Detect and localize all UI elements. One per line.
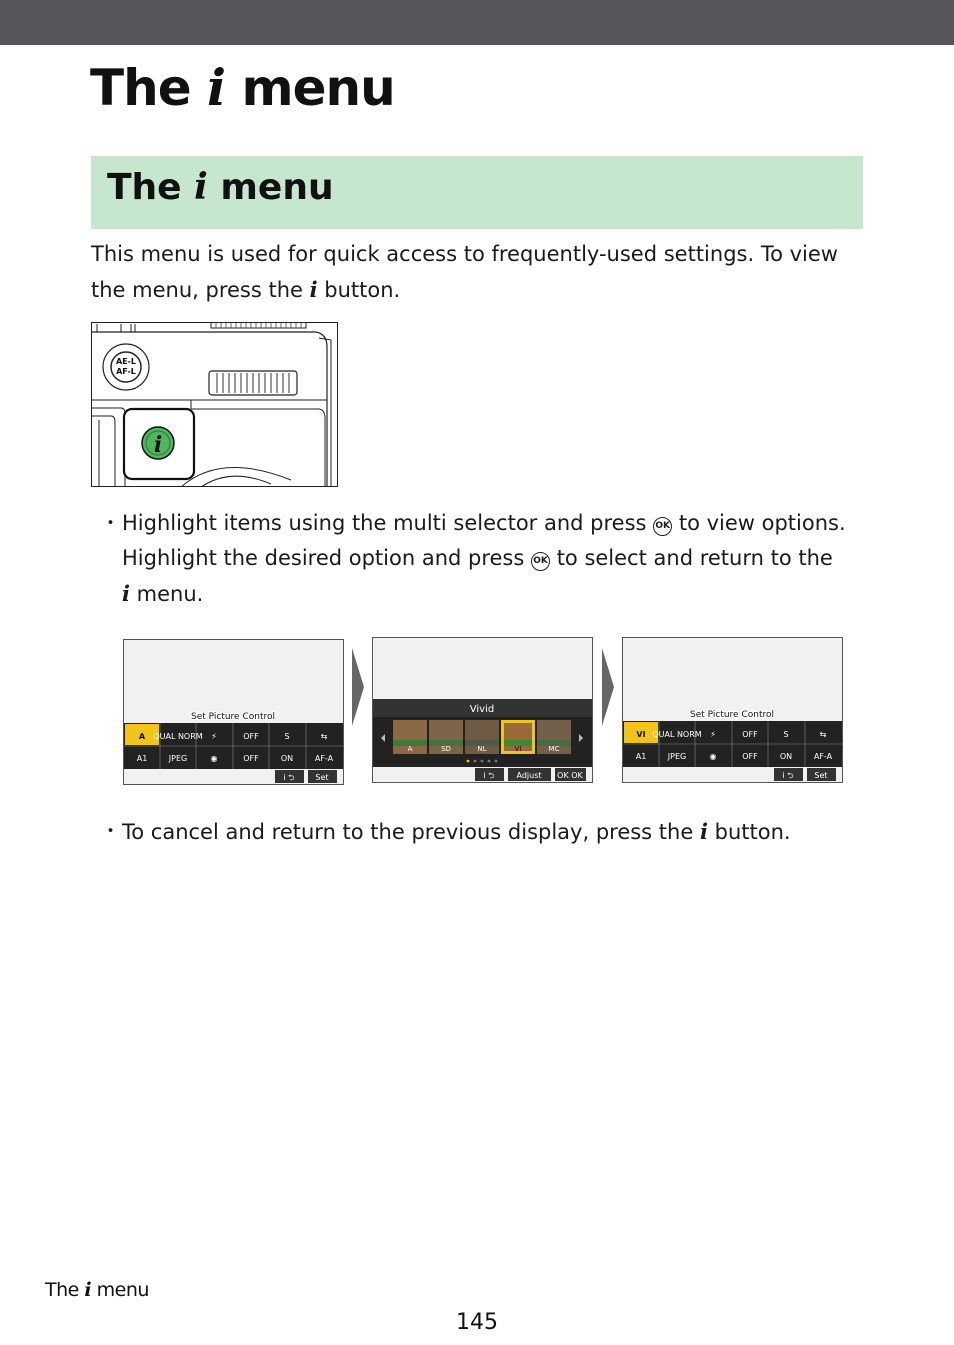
bullet-dot: ・ (100, 819, 121, 843)
intro-paragraph: This menu is used for quick access to frequently-used settings. To view the menu, press the i button. (91, 242, 838, 302)
menu-cell: AF-A (314, 754, 334, 763)
menu-cell: VI (636, 730, 646, 739)
page-title: The i menu (90, 58, 395, 117)
page-number: 145 (456, 1310, 498, 1335)
footer-back: i ⮌ (483, 771, 495, 780)
menu-cell: ⚡ (710, 730, 716, 739)
menu-cell: ON (280, 754, 294, 763)
bullet-text: Highlight items using the multi selector and press OK to view options. Highlight the desired option and press OK to select and return to the i menu. (122, 511, 846, 606)
screen-title: Vivid (469, 704, 495, 715)
menu-cell: ◉ (210, 754, 218, 763)
i-button-icon: i (699, 819, 708, 844)
arrow-1 (350, 648, 366, 730)
bullet-item-highlight (100, 506, 870, 616)
thumb-label: A (407, 745, 413, 753)
screen-3-i-menu-updated (622, 637, 843, 783)
thumb-label: MC (548, 745, 560, 753)
menu-cell: ⇆ (819, 730, 827, 739)
menu-cell: OFF (243, 754, 259, 763)
bullet-dot: ・ (100, 511, 121, 535)
i-menu-icon: i (194, 166, 208, 208)
screen-2-picture-control (372, 637, 593, 783)
menu-cell: ⇆ (320, 732, 328, 741)
footer-back: i ⮌ (782, 771, 794, 780)
footer-set: Set (315, 773, 329, 782)
menu-cell: QUAL NORM (153, 732, 203, 741)
menu-cell: ◉ (709, 752, 717, 761)
footer-adjust: Adjust (516, 771, 542, 780)
ae-l-label: AE-L (115, 357, 137, 366)
screen-header: Set Picture Control (191, 712, 275, 722)
ok-button-icon: OK (653, 517, 672, 536)
footer-set: Set (814, 771, 828, 780)
section-title: The i menu (107, 166, 334, 208)
menu-cell: A1 (136, 754, 148, 763)
menu-cell: OFF (742, 752, 758, 761)
menu-cell: A (138, 732, 146, 741)
bullet-text: To cancel and return to the previous display, press the i button. (122, 819, 791, 844)
menu-cell: AF-A (813, 752, 833, 761)
section-header-band (91, 156, 863, 229)
thumb-label: NL (477, 745, 487, 753)
i-button-icon: i (309, 277, 318, 302)
ok-button-icon: OK (531, 552, 550, 571)
top-bar (0, 0, 954, 45)
menu-cell: S (783, 730, 789, 739)
arrow-2 (600, 648, 616, 730)
footer-ok: OK OK (557, 771, 583, 780)
menu-cell: A1 (635, 752, 647, 761)
menu-cell: JPEG (667, 752, 687, 761)
footer-section-link[interactable]: The i menu (45, 1279, 149, 1301)
af-l-label: AF-L (116, 367, 136, 376)
menu-cell: OFF (243, 732, 259, 741)
menu-cell: ⚡ (211, 732, 217, 741)
menu-cell: QUAL NORM (652, 730, 702, 739)
thumb-label: SD (441, 745, 451, 753)
camera-i-button-illustration (91, 322, 338, 487)
i-button-icon: i (122, 581, 130, 606)
menu-cell: S (284, 732, 290, 741)
i-menu-icon: i (84, 1279, 92, 1301)
i-button-icon: i (153, 432, 163, 458)
i-menu-icon: i (207, 58, 226, 117)
thumb-label: VI (514, 745, 522, 753)
screen-header: Set Picture Control (690, 710, 774, 720)
menu-cell: JPEG (168, 754, 188, 763)
screen-1-i-menu (123, 639, 344, 785)
bullet-item-cancel (100, 814, 870, 854)
menu-cell: ON (779, 752, 793, 761)
menu-cell: OFF (742, 730, 758, 739)
footer-back: i ⮌ (283, 773, 295, 782)
